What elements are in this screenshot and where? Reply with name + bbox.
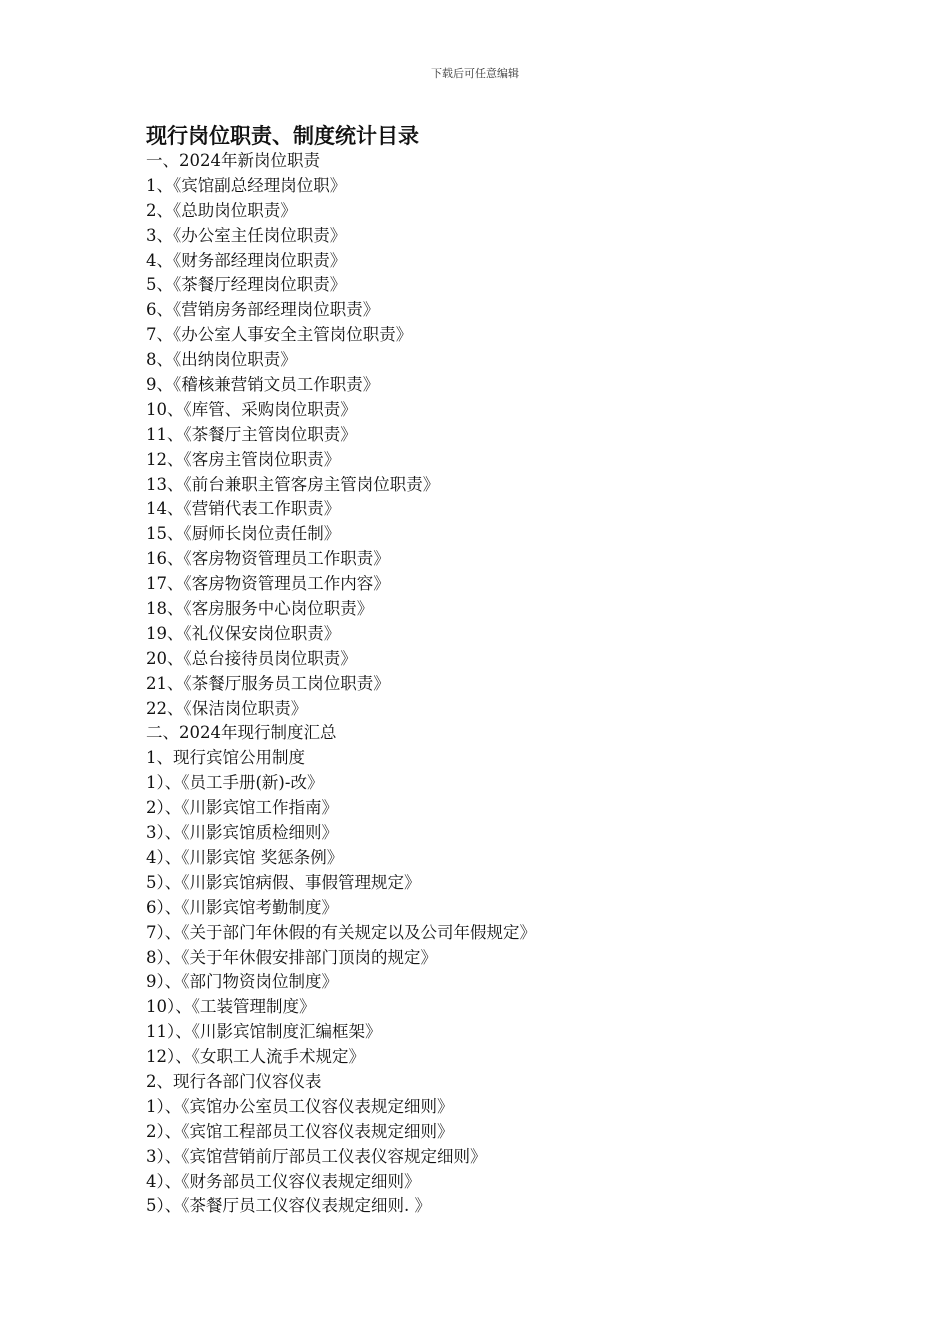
list-item: 20、《总台接待员岗位职责》 xyxy=(146,648,357,668)
section-heading: 一、2024年新岗位职责 xyxy=(146,151,320,170)
subsection-heading: 1、现行宾馆公用制度 xyxy=(146,748,305,768)
subsection-heading: 2、现行各部门仪容仪表 xyxy=(146,1071,322,1091)
list-item: 17、《客房物资管理员工作内容》 xyxy=(146,574,390,594)
list-item: 2、《总助岗位职责》 xyxy=(146,200,297,220)
list-item: 4）、《川影宾馆 奖惩条例》 xyxy=(146,847,344,867)
list-item: 7、《办公室人事安全主管岗位职责》 xyxy=(146,325,413,345)
list-item: 19、《礼仪保安岗位职责》 xyxy=(146,623,341,643)
list-item: 15、《厨师长岗位责任制》 xyxy=(146,524,341,544)
list-item: 1、《宾馆副总经理岗位职》 xyxy=(146,175,347,195)
list-item: 11）、《川影宾馆制度汇编框架》 xyxy=(146,1022,382,1042)
page-header: 下载后可任意编辑 xyxy=(431,67,519,80)
list-item: 5）、《川影宾馆病假、事假管理规定》 xyxy=(146,872,421,892)
document-title: 现行岗位职责、制度统计目录 xyxy=(146,124,419,148)
list-item: 3）、《宾馆营销前厅部员工仪表仪容规定细则》 xyxy=(146,1146,487,1166)
list-item: 9）、《部门物资岗位制度》 xyxy=(146,972,338,992)
document-body xyxy=(146,149,866,1219)
list-item: 14、《营销代表工作职责》 xyxy=(146,499,341,519)
list-item: 3）、《川影宾馆质检细则》 xyxy=(146,823,338,843)
list-item: 6）、《川影宾馆考勤制度》 xyxy=(146,897,338,917)
list-item: 8、《出纳岗位职责》 xyxy=(146,350,297,370)
list-item: 4）、《财务部员工仪容仪表规定细则》 xyxy=(146,1171,421,1191)
list-item: 10）、《工装管理制度》 xyxy=(146,997,316,1017)
list-item: 13、《前台兼职主管客房主管岗位职责》 xyxy=(146,474,440,494)
list-item: 10、《库管、采购岗位职责》 xyxy=(146,399,357,419)
list-item: 11、《茶餐厅主管岗位职责》 xyxy=(146,424,357,444)
list-item: 4、《财务部经理岗位职责》 xyxy=(146,250,347,270)
list-item: 12）、《女职工人流手术规定》 xyxy=(146,1047,365,1067)
list-item: 16、《客房物资管理员工作职责》 xyxy=(146,549,390,569)
list-item: 1）、《员工手册(新)-改》 xyxy=(146,773,324,793)
list-item: 6、《营销房务部经理岗位职责》 xyxy=(146,300,380,320)
list-item: 8）、《关于年休假安排部门顶岗的规定》 xyxy=(146,947,437,967)
list-item: 3、《办公室主任岗位职责》 xyxy=(146,225,347,245)
list-item: 7）、《关于部门年休假的有关规定以及公司年假规定》 xyxy=(146,922,536,942)
list-item: 5、《茶餐厅经理岗位职责》 xyxy=(146,275,347,295)
list-item: 21、《茶餐厅服务员工岗位职责》 xyxy=(146,673,390,693)
list-item: 12、《客房主管岗位职责》 xyxy=(146,449,341,469)
list-item: 9、《稽核兼营销文员工作职责》 xyxy=(146,375,380,395)
list-item: 1）、《宾馆办公室员工仪容仪表规定细则》 xyxy=(146,1096,454,1116)
list-item: 22、《保洁岗位职责》 xyxy=(146,698,308,718)
list-item: 5）、《茶餐厅员工仪容仪表规定细则. 》 xyxy=(146,1196,431,1216)
section-heading: 二、2024年现行制度汇总 xyxy=(146,723,337,743)
list-item: 18、《客房服务中心岗位职责》 xyxy=(146,599,374,619)
list-item: 2）、《川影宾馆工作指南》 xyxy=(146,798,338,818)
list-item: 2）、《宾馆工程部员工仪容仪表规定细则》 xyxy=(146,1121,454,1141)
